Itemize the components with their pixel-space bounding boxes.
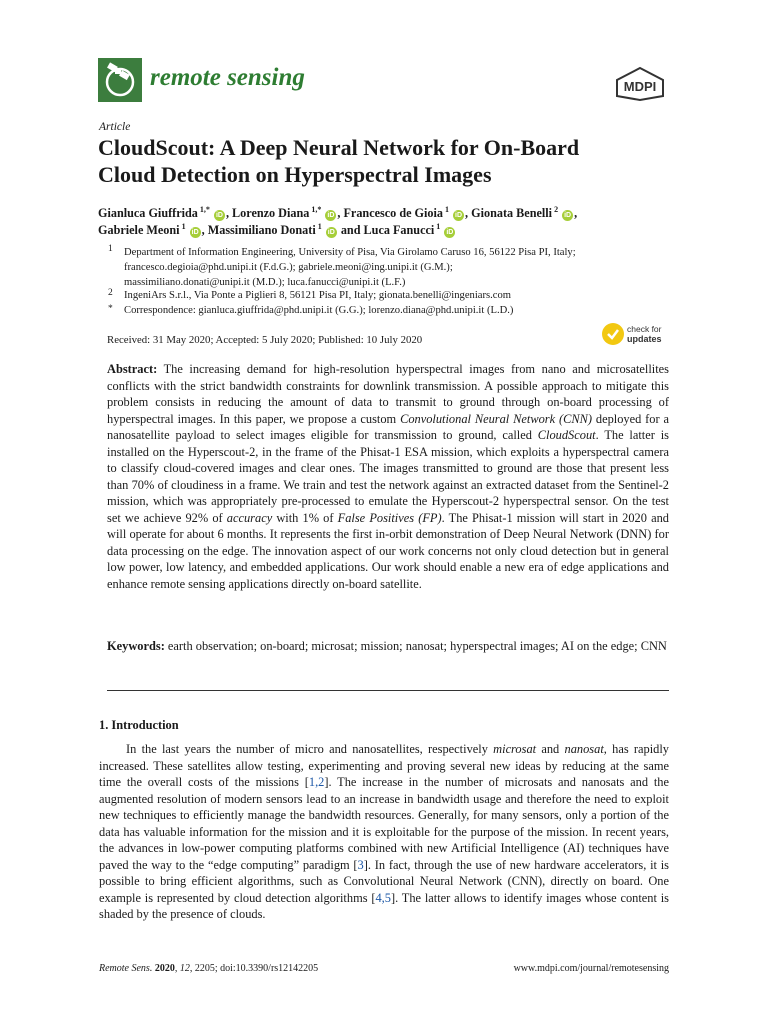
affiliation-marker: 1 — [108, 244, 113, 254]
publication-dates: Received: 31 May 2020; Accepted: 5 July 2020; Published: 10 July 2020 — [107, 334, 423, 346]
keywords: Keywords: earth observation; on-board; microsat; mission; nanosat; hyperspectral images; AI on the edge; CNN — [107, 639, 667, 653]
abstract: Abstract: The increasing demand for high-resolution hyperspectral images from nano and microsatellites conflicts with the strict bandwidth constraints for downlink transmission. A possible approach to mitigate this problem consists in reducing the amount of data to transmit to ground through on-board processing of hyperspectral images. In this paper, we propose a custom Convolutional Neural Network (CNN) deployed for a nanosatellite payload to select images eligible for transmission to ground, called CloudScout. The latter is installed on the Hyperscout-2, in the frame of the Phisat-1 ESA mission, which exploits a hyperspectral camera to classify cloud-covered images and clear ones. The images transmitted to ground are those that present less than 70% of cloudiness in a frame. We train and test the network against an extracted dataset from the Sentinel-2 mission, which was appropriately pre-processed to emulate the Hyperscout-2 hyperspectral sensor. On the test set we achieve 92% of accuracy with 1% of False Positives (FP). The Phisat-1 mission will start in 2020 and will operate for about 6 months. It represents the first in-orbit demonstration of Deep Neural Network (DNN) for data processing on the edge. The innovation aspect of our work concerns not only cloud detection but in general low power, low latency, and embedded applications. Our work should enable a new era of edge applications and enhance remote sensing applications directly on-board satellite. — [107, 362, 669, 591]
affiliation-2: IngeniArs S.r.l., Via Ponte a Piglieri 8, 56121 Pisa PI, Italy; gionata.benelli@ingeniars.com — [124, 290, 512, 301]
correspondence: Correspondence: gianluca.giuffrida@phd.unipi.it (G.G.); lorenzo.diana@phd.unipi.it (L.D.) — [124, 305, 514, 316]
author-name: Lorenzo Diana — [232, 206, 310, 220]
author-affil-sup: 1 — [317, 222, 322, 231]
orcid-icon[interactable]: iD — [564, 212, 572, 219]
check-for-updates-icon — [602, 323, 624, 345]
intro-paragraph: In the last years the number of micro and nanosatellites, respectively microsat and nanosat, has rapidly increased. These satellites allow testing, experimenting and proving several new ideas by reducing at the same time the overall costs of the missions [1,2]. The increase in the number of microsats and nanosats and the augmented resolution of modern sensors lead to an increase in bandwidth usage and therefore the need to exploit new techniques to efficiently manage the bandwidth resources. Generally, for many sensors, only a portion of the data has valuable information for the mission and it is exploitable for the purpose of the mission. In recent years, the advances in low-power computing platforms combined with new Artificial Intelligence (AI) techniques have paved the way to the “edge computing” paradigm [3]. In fact, through the use of new hardware accelerators, it is possible to bring efficient algorithms, such as Convolutional Neural Network (CNN), directly on board. One example is represented by cloud detection algorithms [4,5]. The latter allows to identify images whose content is shaded by the presence of clouds. — [99, 742, 669, 921]
footer-citation: Remote Sens. 2020, 12, 2205; doi:10.3390/rs12142205 — [99, 963, 319, 974]
author-affil-sup: 1 — [436, 222, 441, 231]
author-name: Francesco de Gioia — [343, 206, 443, 220]
mdpi-logo-text: MDPI — [623, 79, 657, 94]
author-affil-sup: 1 — [445, 205, 449, 214]
citation-link[interactable]: 3 — [357, 857, 364, 872]
orcid-icon[interactable]: iD — [191, 229, 199, 236]
citation-link[interactable]: 4,5 — [375, 890, 391, 905]
title-line: CloudScout: A Deep Neural Network for On-Board — [98, 135, 580, 160]
affiliation-line: Department of Information Engineering, University of Pisa, Via Girolamo Caruso 16, 56122 Pisa PI, Italy; — [124, 247, 576, 258]
affiliation-line: francesco.degioia@phd.unipi.it (F.d.G.); gabriele.meoni@ing.unipi.it (G.M.); — [124, 262, 453, 273]
journal-name: remote sensing — [150, 64, 305, 91]
author-name: Massimiliano Donati — [207, 223, 316, 237]
section-heading: 1. Introduction — [99, 718, 179, 732]
affiliation-marker: 2 — [108, 288, 113, 298]
affiliation-line: massimiliano.donati@unipi.it (M.D.); luca.fanucci@unipi.it (L.F.) — [124, 277, 406, 288]
mdpi-logo-icon — [613, 66, 667, 102]
author-name: Gianluca Giuffrida — [98, 206, 198, 220]
author-line: Gianluca Giuffrida $^{1,*}$ iD , Lorenzo Diana $^{1,*}$ iD , Francesco de Gioia $^1$ iD , Gionata Benelli $^2$ iD , — [98, 205, 578, 220]
orcid-icon[interactable]: iD — [455, 212, 463, 219]
check-for-updates-text: check for updates — [627, 324, 662, 344]
article-type: Article — [99, 121, 131, 133]
orcid-icon[interactable]: iD — [446, 229, 454, 236]
divider-rule — [107, 690, 669, 691]
correspondence-marker: * — [108, 304, 113, 314]
paper-title — [98, 134, 678, 188]
author-affil-sup: 1,* — [199, 205, 210, 214]
author-name: Luca Fanucci — [363, 223, 435, 237]
journal-logo-icon — [98, 58, 142, 102]
orcid-icon[interactable]: iD — [215, 212, 223, 219]
footer-url[interactable]: www.mdpi.com/journal/remotesensing — [513, 963, 669, 974]
affiliation-1 — [124, 245, 684, 290]
author-affil-sup: 2 — [554, 205, 559, 214]
citation-link[interactable]: 1,2 — [308, 775, 325, 789]
check-for-updates-badge[interactable] — [602, 323, 674, 349]
author-name: Gabriele Meoni — [98, 223, 180, 237]
orcid-icon[interactable]: iD — [327, 229, 335, 236]
author-name: Gionata Benelli — [471, 206, 553, 220]
author-affil-sup: 1 — [181, 222, 186, 231]
keywords-label: Keywords: — [107, 639, 165, 653]
abstract-label: Abstract: — [107, 362, 158, 376]
author-affil-sup: 1,* — [311, 205, 322, 214]
author-line: Gabriele Meoni $^1$ iD , Massimiliano Donati $^1$ iD and Luca Fanucci $^1$ iD — [98, 222, 454, 237]
orcid-icon[interactable]: iD — [327, 212, 335, 219]
title-line: Cloud Detection on Hyperspectral Images — [98, 162, 492, 187]
